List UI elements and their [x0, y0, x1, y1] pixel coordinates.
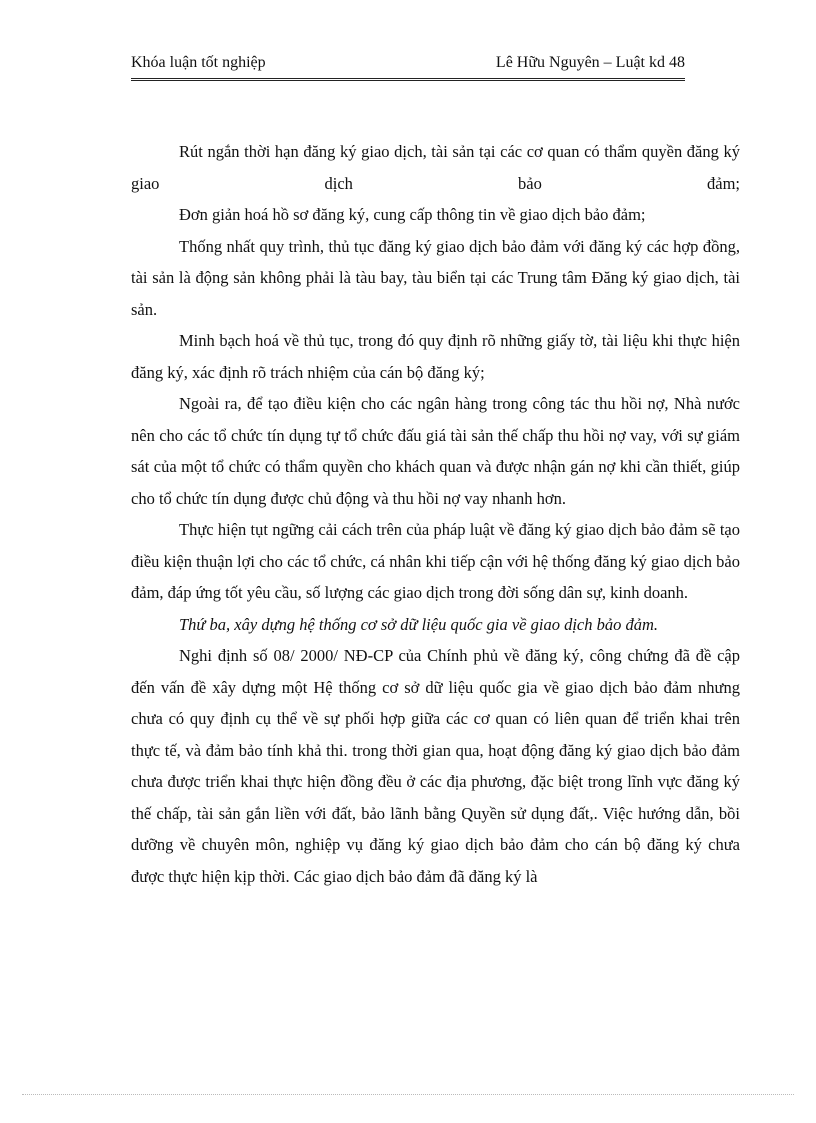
paragraph: Thực hiện tụt ngững cải cách trên của pháp luật về đăng ký giao dịch bảo đảm sẽ tạo điều kiện thuận lợi cho các tổ chức, cá nhân khi tiếp cận với hệ thống đăng ký giao dịch bảo đảm, đáp ứng tốt yêu cầu, số lượng các giao dịch trong đời sống dân sự, kinh doanh.	[131, 520, 740, 602]
header-thesis-label: Khóa luận tốt nghiệp	[131, 54, 266, 71]
paragraph: Rút ngắn thời hạn đăng ký giao dịch, tài sản tại các cơ quan có thẩm quyền đăng ký giao dịch bảo đảm;	[131, 142, 740, 193]
header-author: Lê Hữu Nguyên – Luật kd 48	[495, 54, 685, 71]
paragraph: Đơn giản hoá hồ sơ đăng ký, cung cấp thông tin về giao dịch bảo đảm;	[179, 205, 646, 224]
document-body	[131, 136, 740, 892]
paragraph: Minh bạch hoá về thủ tục, trong đó quy định rõ những giấy tờ, tài liệu khi thực hiện đăng ký, xác định rõ trách nhiệm của cán bộ đăng ký;	[131, 331, 740, 382]
paragraph: Nghi định số 08/ 2000/ NĐ-CP của Chính phủ về đăng ký, công chứng đã đề cập đến vấn đề xây dựng một Hệ thống cơ sở dữ liệu quốc gia về giao dịch bảo đảm nhưng chưa có quy định cụ thể về sự phối hợp giữa các cơ quan có liên quan để triển khai trên thực tế, và đảm bảo tính khả thi. trong thời gian qua, hoạt động đăng ký giao dịch bảo đảm chưa được triển khai thực hiện đồng đều ở các địa phương, đặc biệt trong lĩnh vực đăng ký thế chấp, tài sản gắn liền với đất, bảo lãnh bằng Quyền sử dụng đất,. Việc hướng dẫn, bồi dưỡng về chuyên môn, nghiệp vụ đăng ký giao dịch bảo đảm cho cán bộ đăng ký chưa được thực hiện kịp thời. Các giao dịch bảo đảm đã đăng ký là	[131, 646, 740, 886]
section-heading: Thứ ba, xây dựng hệ thống cơ sở dữ liệu quốc gia về giao dịch bảo đảm.	[179, 614, 659, 634]
page-header	[131, 50, 685, 81]
page-bottom-border	[22, 1094, 794, 1095]
paragraph: Ngoài ra, để tạo điều kiện cho các ngân hàng trong công tác thu hồi nợ, Nhà nước nên cho các tổ chức tín dụng tự tổ chức đấu giá tài sản thế chấp thu hồi nợ vay, với sự giám sát của một tổ chức có thẩm quyền cho khách quan và được nhận gán nợ khi cần thiết, giúp cho tổ chức tín dụng được chủ động và thu hồi nợ vay nhanh hơn.	[131, 394, 740, 508]
paragraph: Thống nhất quy trình, thủ tục đăng ký giao dịch bảo đảm với đăng ký các hợp đồng, tài sản là động sản không phải là tàu bay, tàu biển tại các Trung tâm Đăng ký giao dịch, tài sản.	[131, 236, 740, 319]
